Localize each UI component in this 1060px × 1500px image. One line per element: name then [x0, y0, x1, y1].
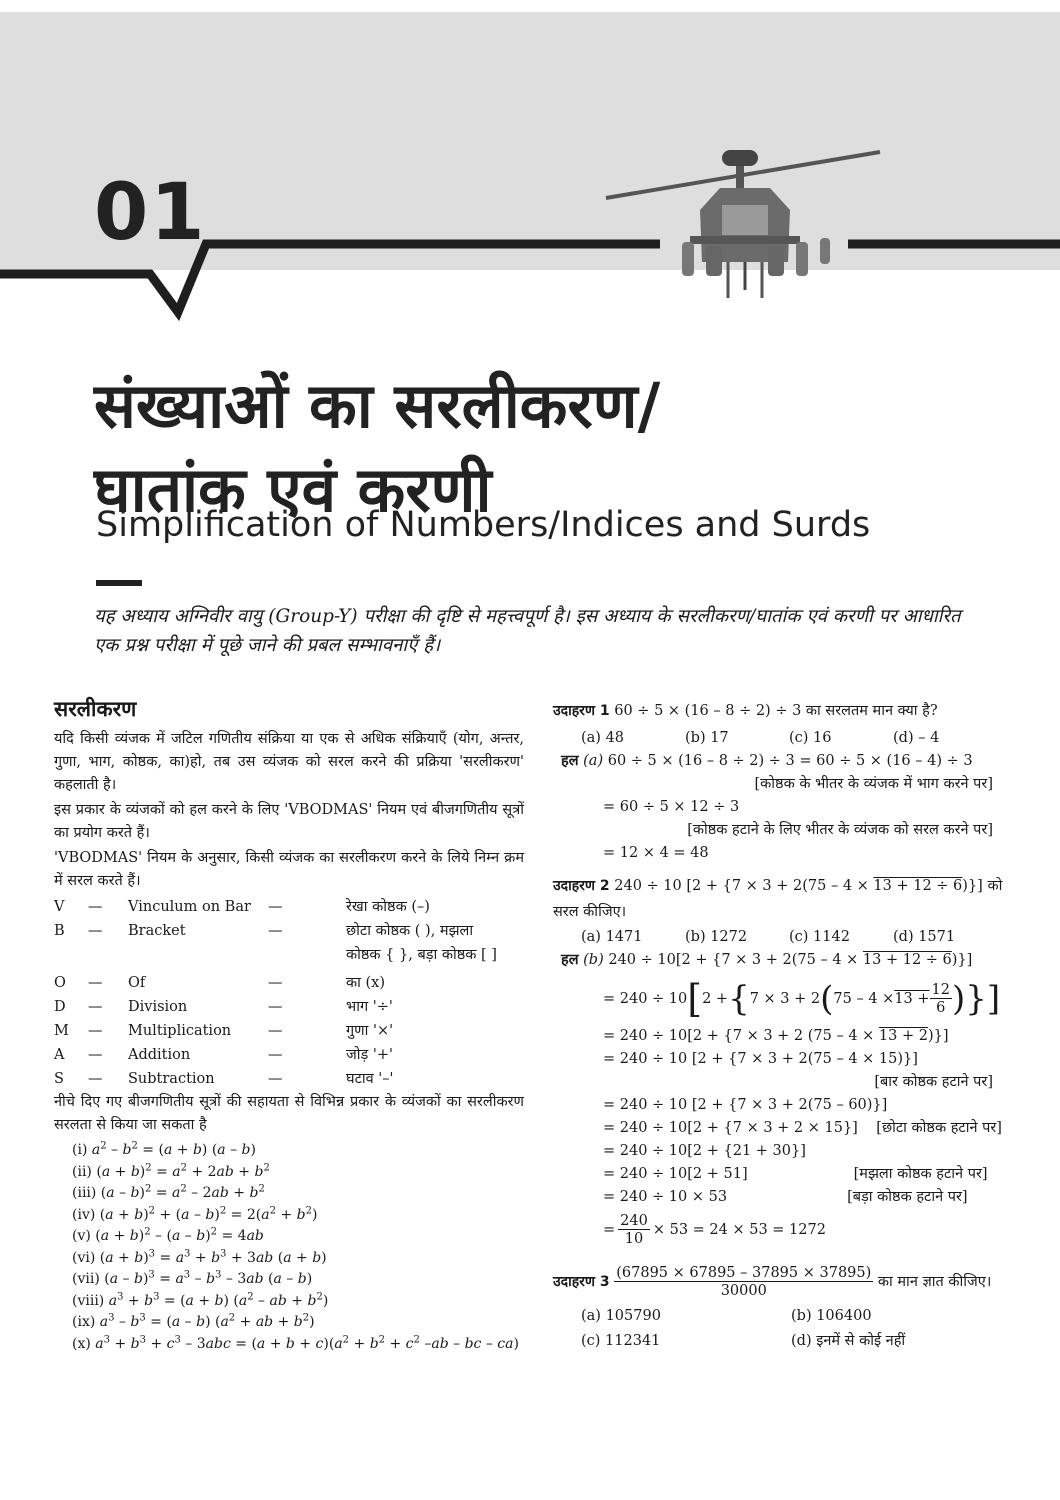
rule-name: Vinculum on Bar	[128, 898, 251, 915]
rule-row	[54, 919, 524, 943]
example-2	[553, 873, 1023, 1251]
rule-hindi: भाग '÷'	[346, 998, 393, 1015]
rule-row	[54, 943, 524, 967]
vbodmas-rules-list	[54, 895, 524, 1091]
solution-note: [बड़ा कोष्ठक हटाने पर]	[847, 1189, 968, 1205]
rule-dash: —	[88, 1070, 103, 1087]
solution-step: = 240 ÷ 10[2 + {7 × 3 + 2 (75 – 4 × 13 + 2)}]	[603, 1028, 949, 1044]
formula-label: (vi)	[72, 1249, 96, 1266]
left-column	[54, 694, 524, 1354]
formula-list	[54, 1139, 524, 1354]
option-d: (d) – 4	[893, 729, 940, 746]
solution-note: [कोष्ठक के भीतर के व्यंजक में भाग करने पर]	[754, 776, 993, 792]
option-c: (c) 16	[789, 729, 832, 746]
rule-dash: —	[88, 1046, 103, 1063]
formula-label: (ii)	[72, 1163, 92, 1180]
option-c: (c) 112341	[581, 1333, 661, 1349]
example-label: उदाहरण 2	[553, 878, 610, 894]
formula-item: (i) $a^2 - b^2 = (a + b)$ (a – b)	[72, 1140, 256, 1158]
helicopter-image	[606, 150, 880, 298]
solution-note: [कोष्ठक हटाने के लिए भीतर के व्यंजक को सरल करने पर]	[687, 822, 993, 838]
solution-step: = $\frac{240}{10}$ × 53 = 24 × 53 = 1272	[603, 1212, 826, 1247]
example-label: उदाहरण 1	[553, 703, 610, 719]
rule-letter: B	[54, 922, 65, 939]
rule-name: Subtraction	[128, 1070, 215, 1087]
rule-hindi: घटाव '–'	[346, 1070, 394, 1087]
rule-letter: A	[54, 1046, 65, 1063]
rule-dash: —	[88, 1022, 103, 1039]
formula-label: (i)	[72, 1142, 88, 1158]
rule-hindi: जोड़ '+'	[346, 1046, 394, 1063]
formula-label: (iv)	[72, 1206, 96, 1223]
rule-row	[54, 995, 524, 1019]
formula-label: (ix)	[72, 1314, 96, 1330]
rule-dash: —	[268, 998, 283, 1015]
solution-line	[553, 750, 1023, 773]
rule-name: Addition	[128, 1046, 191, 1063]
option-b: (b) 106400	[791, 1308, 872, 1324]
rule-row	[54, 1019, 524, 1043]
banner-graphics	[0, 0, 1060, 330]
rule-dash: —	[268, 1046, 283, 1063]
solution-step: = 12 × 4 = 48	[603, 845, 709, 861]
rule-letter: M	[54, 1022, 69, 1039]
rule-name: Bracket	[128, 922, 186, 939]
rule-hindi: का (x)	[346, 974, 385, 991]
example-question: 60 ÷ 5 × (16 – 8 ÷ 2) ÷ 3 का सरलतम मान क्या है?	[614, 703, 938, 719]
fraction-numerator: (67895 × 67895 – 37895 × 37895)	[616, 1264, 872, 1281]
formula-label: (x)	[72, 1335, 91, 1352]
rule-dash: —	[88, 922, 103, 939]
rule-hindi: रेखा कोष्ठक (–)	[346, 898, 430, 915]
fraction-denominator: 30000	[720, 1282, 767, 1299]
solution-note: [मझला कोष्ठक हटाने पर]	[853, 1166, 988, 1182]
solution-step: = 240 ÷ 10 [2 + {7 × 3 + 2(75 – 4 × 15)}]	[603, 1051, 918, 1067]
rule-dash: —	[88, 998, 103, 1015]
rule-dash: —	[88, 898, 103, 915]
chapter-title-english: Simplification of Numbers/Indices and Surds	[96, 505, 871, 545]
rule-dash: —	[268, 898, 283, 915]
formula-label: (vii)	[72, 1271, 100, 1287]
formula-item: (viii) $a^3 + b^3 = (a + b)$ ($a^2$ – ab + $b^2$)	[72, 1290, 329, 1309]
rule-name: Multiplication	[128, 1022, 232, 1039]
solution-note: [बार कोष्ठक हटाने पर]	[874, 1074, 993, 1090]
rule-dash: —	[268, 1022, 283, 1039]
rule-name: Division	[128, 998, 188, 1015]
option-a: (a) 105790	[581, 1308, 661, 1324]
rule-letter: D	[54, 998, 66, 1015]
formula-item: (ii) $(a + b)^2 = a^2 + 2ab + b^2$	[72, 1161, 270, 1180]
solution-step: = 240 ÷ 10[2 + {7 × 3 + 2 × 15}] [छोटा कोष्ठक हटाने पर]	[603, 1120, 1002, 1136]
rule-letter: V	[54, 898, 65, 915]
example-options	[553, 1305, 1023, 1353]
option-c: (c) 1142	[789, 928, 850, 945]
solution-line: हल (b) 240 ÷ 10[2 + {7 × 3 + 2(75 – 4 × 13 + 12 ÷ 6)}]	[561, 952, 973, 968]
formula-item: (iii) $(a - b)^2 = a^2 - 2ab + b^2$	[72, 1183, 265, 1201]
rule-dash: —	[88, 974, 103, 991]
rule-hindi: छोटा कोष्ठक ( ), मझला	[346, 922, 474, 939]
option-d: (d) 1571	[893, 928, 956, 945]
rule-letter: O	[54, 974, 66, 991]
rule-hindi: कोष्ठक { }, बड़ा कोष्ठक [ ]	[346, 946, 497, 963]
rule-row	[54, 895, 524, 919]
rule-row	[54, 971, 524, 995]
example-options	[553, 726, 1023, 750]
solution-step: = 240 ÷ 10 × 53 [बड़ा कोष्ठक हटाने पर]	[603, 1189, 968, 1205]
rule-dash: —	[268, 974, 283, 991]
formula-item: (vi) $(a + b)^3 = a^3 + b^3 + 3ab$ (a + b)	[72, 1247, 327, 1266]
chapter-intro: यह अध्याय अग्निवीर वायु (Group-Y) परीक्षा की दृष्टि से महत्त्वपूर्ण है। इस अध्याय के सरलीकरण/घातांक एवं करणी पर आधारित एक प्रश्न परीक्षा में पूछे जाने की प्रबल सम्भावनाएँ हैं।	[94, 606, 961, 656]
example-1	[553, 700, 1023, 865]
formula-label: (iii)	[72, 1185, 97, 1201]
solution-option: (b)	[583, 952, 604, 968]
rule-name: Of	[128, 974, 146, 991]
vbodmas-paragraph: इस प्रकार के व्यंजकों को हल करने के लिए 'VBODMAS' नियम एवं बीजगणितीय सूत्रों का प्रयोग करते हैं।	[54, 802, 524, 841]
solution-label: हल	[561, 753, 579, 769]
section-heading: सरलीकरण	[54, 697, 137, 721]
example-question: का मान ज्ञात कीजिए।	[877, 1273, 992, 1290]
rule-letter: S	[54, 1070, 64, 1087]
formula-item: (iv) $(a + b)^2 + (a - b)^2 = 2(a^2 + b^2)$	[72, 1204, 318, 1223]
example-3	[553, 1259, 1023, 1353]
solution-step: = 240 ÷ 10[2 + {21 + 30}]	[603, 1143, 806, 1159]
chapter-title-hindi-line1: संख्याओं का सरलीकरण/	[94, 369, 661, 442]
formula-item: (ix) $a^3 - b^3 = (a - b) (a^2$ + ab + $b^2$)	[72, 1312, 315, 1330]
solution-option: (a)	[583, 753, 604, 769]
solution-step: = 240 ÷ 10 [ 2 + { 7 × 3 + 2 ( 75 – 4 × 13 + $\frac{12}{6}$ )}]	[603, 977, 1001, 1021]
option-d: (d) इनमें से कोई नहीं	[791, 1333, 906, 1349]
solution-note: [छोटा कोष्ठक हटाने पर]	[876, 1120, 1002, 1136]
example-options	[553, 925, 1023, 949]
formulas-paragraph: नीचे दिए गए बीजगणितीय सूत्रों की सहायता से विभिन्न प्रकार के व्यंजकों का सरलीकरण सरलता से किया जा सकता है	[54, 1094, 524, 1133]
option-a: (a) 48	[581, 729, 625, 746]
intro-paragraph: यदि किसी व्यंजक में जटिल गणितीय संक्रिया या एक से अधिक संक्रियाएँ (योग, अन्तर, गुणा, भाग, कोष्ठक, का)हो, तब उस व्यंजक को सरल करने की प्रक्रिया 'सरलीकरण' कहलाती है।	[54, 731, 524, 793]
formula-item: (x) $a^3 + b^3 + c^3 - 3abc = (a + b + c)(a^2 + b^2 + c^2$ –ab – bc – ca)	[72, 1333, 519, 1352]
solution-step: = 240 ÷ 10 [2 + {7 × 3 + 2(75 – 60)}]	[603, 1097, 888, 1113]
right-column	[553, 700, 1023, 1353]
option-b: (b) 1272	[685, 928, 748, 945]
rule-row	[54, 1067, 524, 1091]
chapter-title-hindi-line2: घातांक एवं करणी	[94, 453, 492, 526]
rule-row	[54, 1043, 524, 1067]
formula-label: (viii)	[72, 1292, 105, 1309]
rule-hindi: गुणा '×'	[346, 1022, 394, 1039]
example-question: को सरल कीजिए।	[553, 878, 1003, 920]
rule-dash: —	[268, 1070, 283, 1087]
solution-step: = 60 ÷ 5 × 12 ÷ 3	[603, 799, 740, 815]
solution-step: 60 ÷ 5 × (16 – 8 ÷ 2) ÷ 3 = 60 ÷ 5 × (16 – 4) ÷ 3	[607, 753, 973, 769]
formula-item: (vii) $(a - b)^3 = a^3 - b^3 - 3ab$ (a – b)	[72, 1269, 313, 1287]
example-label: उदाहरण 3	[553, 1273, 610, 1290]
rule-dash: —	[268, 922, 283, 939]
chapter-number: 01	[94, 168, 207, 258]
formula-item: (v) $(a + b)^2 - (a - b)^2 = 4ab$	[72, 1226, 264, 1244]
solution-step: = 240 ÷ 10[2 + 51] [मझला कोष्ठक हटाने पर]	[603, 1166, 988, 1182]
example-expression: 240 ÷ 10 [2 + {7 × 3 + 2(75 – 4 × 13 + 12 ÷ 6)}]	[614, 878, 983, 894]
order-paragraph: 'VBODMAS' नियम के अनुसार, किसी व्यंजक का सरलीकरण करने के लिये निम्न क्रम में सरल करते हैं।	[54, 850, 524, 889]
solution-label: हल	[561, 952, 579, 968]
formula-label: (v)	[72, 1228, 91, 1244]
option-a: (a) 1471	[581, 928, 643, 945]
title-underline-dash	[96, 580, 142, 586]
option-b: (b) 17	[685, 729, 729, 746]
